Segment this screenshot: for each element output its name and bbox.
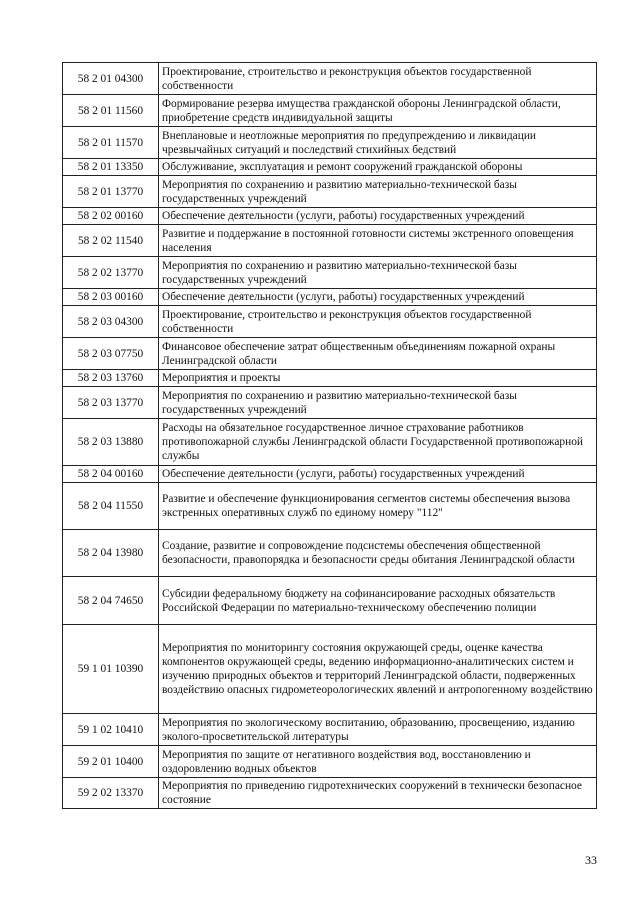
table-row [63, 746, 597, 778]
budget-code-cell: 58 2 01 04300 [63, 63, 159, 95]
budget-code-cell: 58 2 03 13880 [63, 419, 159, 466]
page-number: 33 [585, 853, 597, 867]
budget-code-cell: 59 1 01 10390 [63, 625, 159, 714]
budget-code-cell: 58 2 01 11570 [63, 127, 159, 159]
budget-codes-table [62, 62, 597, 809]
budget-code-cell: 58 2 03 04300 [63, 306, 159, 338]
budget-code-cell: 58 2 04 13980 [63, 530, 159, 577]
table-row [63, 95, 597, 127]
expense-name-cell: Мероприятия и проекты [159, 370, 597, 387]
table-row [63, 419, 597, 466]
table-row [63, 387, 597, 419]
expense-name-cell: Внеплановые и неотложные мероприятия по предупреждению и ликвидации чрезвычайных ситуаций и последствий стихийных бедствий [159, 127, 597, 159]
expense-name-cell: Мероприятия по мониторингу состояния окружающей среды, оценке качества компонентов окружающей среды, ведению информационно-аналитических систем и изучению природных объектов и территорий Ленинградской области, подверженных воздействию опасных гидрометеорологических явлений и антропогенному воздействию [159, 625, 597, 714]
budget-code-cell: 59 2 01 10400 [63, 746, 159, 778]
expense-name-cell: Финансовое обеспечение затрат общественным объединениям пожарной охраны Ленинградской области [159, 338, 597, 370]
table-row [63, 257, 597, 289]
table-row [63, 225, 597, 257]
table-row [63, 176, 597, 208]
table-row [63, 483, 597, 530]
budget-code-cell: 58 2 02 13770 [63, 257, 159, 289]
expense-name-cell: Создание, развитие и сопровождение подсистемы обеспечения общественной безопасности, правопорядка и безопасности среды обитания Ленинградской области [159, 530, 597, 577]
budget-code-cell: 58 2 03 00160 [63, 289, 159, 306]
budget-code-cell: 58 2 03 13760 [63, 370, 159, 387]
budget-code-cell: 58 2 01 13770 [63, 176, 159, 208]
expense-name-cell: Развитие и обеспечение функционирования сегментов системы обеспечения вызова экстренных оперативных служб по единому номеру "112" [159, 483, 597, 530]
expense-name-cell: Формирование резерва имущества гражданской обороны Ленинградской области, приобретение средств индивидуальной защиты [159, 95, 597, 127]
budget-code-cell: 58 2 03 07750 [63, 338, 159, 370]
expense-name-cell: Развитие и поддержание в постоянной готовности системы экстренного оповещения населения [159, 225, 597, 257]
budget-code-cell: 58 2 02 00160 [63, 208, 159, 225]
budget-code-cell: 58 2 04 11550 [63, 483, 159, 530]
table-row [63, 625, 597, 714]
table-row [63, 466, 597, 483]
table-row [63, 714, 597, 746]
budget-code-cell: 58 2 04 74650 [63, 577, 159, 625]
table-body [63, 63, 597, 809]
table-row [63, 127, 597, 159]
table-row [63, 778, 597, 809]
table-row [63, 577, 597, 625]
budget-code-cell: 58 2 01 11560 [63, 95, 159, 127]
table-row [63, 63, 597, 95]
table-row [63, 370, 597, 387]
expense-name-cell: Мероприятия по экологическому воспитанию, образованию, просвещению, изданию эколого-просветительской литературы [159, 714, 597, 746]
table-row [63, 306, 597, 338]
table-row [63, 289, 597, 306]
table-row [63, 338, 597, 370]
expense-name-cell: Обеспечение деятельности (услуги, работы) государственных учреждений [159, 466, 597, 483]
expense-name-cell: Мероприятия по защите от негативного воздействия вод, восстановлению и оздоровлению водных объектов [159, 746, 597, 778]
budget-code-cell: 58 2 03 13770 [63, 387, 159, 419]
expense-name-cell: Субсидии федеральному бюджету на софинансирование расходных обязательств Российской Федерации по материально-техническому обеспечению полиции [159, 577, 597, 625]
budget-code-cell: 58 2 04 00160 [63, 466, 159, 483]
expense-name-cell: Расходы на обязательное государственное личное страхование работников противопожарной службы Ленинградской области Государственной противопожарной службы [159, 419, 597, 466]
table-row [63, 530, 597, 577]
expense-name-cell: Мероприятия по сохранению и развитию материально-технической базы государственных учреждений [159, 387, 597, 419]
expense-name-cell: Мероприятия по сохранению и развитию материально-технической базы государственных учреждений [159, 176, 597, 208]
table-row [63, 208, 597, 225]
budget-code-cell: 59 2 02 13370 [63, 778, 159, 809]
expense-name-cell: Мероприятия по приведению гидротехнических сооружений в технически безопасное состояние [159, 778, 597, 809]
expense-name-cell: Проектирование, строительство и реконструкция объектов государственной собственности [159, 63, 597, 95]
expense-name-cell: Обслуживание, эксплуатация и ремонт сооружений гражданской обороны [159, 159, 597, 176]
budget-code-cell: 59 1 02 10410 [63, 714, 159, 746]
budget-code-cell: 58 2 02 11540 [63, 225, 159, 257]
expense-name-cell: Проектирование, строительство и реконструкция объектов государственной собственности [159, 306, 597, 338]
expense-name-cell: Обеспечение деятельности (услуги, работы) государственных учреждений [159, 289, 597, 306]
expense-name-cell: Обеспечение деятельности (услуги, работы) государственных учреждений [159, 208, 597, 225]
expense-name-cell: Мероприятия по сохранению и развитию материально-технической базы государственных учреждений [159, 257, 597, 289]
table-row [63, 159, 597, 176]
budget-code-cell: 58 2 01 13350 [63, 159, 159, 176]
